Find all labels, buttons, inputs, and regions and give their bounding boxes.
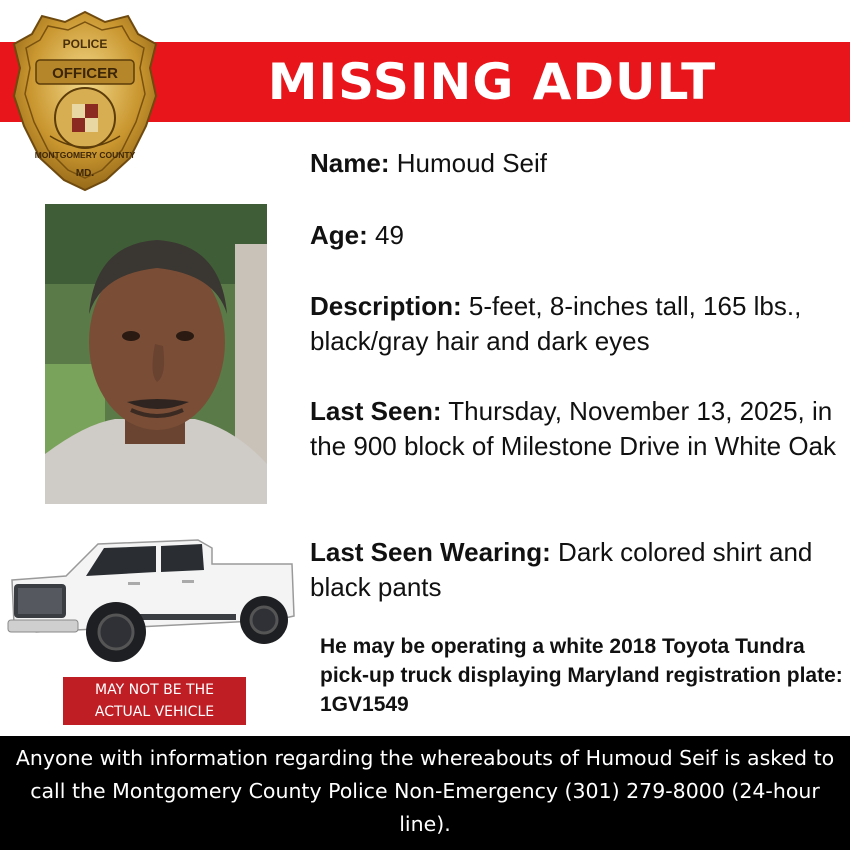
wearing-label: Last Seen Wearing: [310, 537, 551, 567]
name-field [310, 146, 845, 181]
age-field [310, 218, 845, 253]
wearing-value: Dark colored shirt and black pants [310, 537, 813, 602]
name-value: Humoud Seif [396, 148, 548, 178]
wearing-field [310, 535, 845, 605]
age-value: 49 [375, 220, 404, 250]
age-label: Age: [310, 220, 368, 250]
last-seen-label: Last Seen: [310, 396, 442, 426]
pickup-truck-image [6, 520, 296, 670]
description-label: Description: [310, 291, 462, 321]
last-seen-value: Thursday, November 13, 2025, in the 900 block of Milestone Drive in White Oak [310, 396, 837, 461]
badge-top-text: POLICE [62, 37, 108, 51]
badge-ribbon-text: OFFICER [52, 65, 118, 82]
description-field [310, 289, 845, 359]
badge-bottom-text: MONTGOMERY COUNTY [34, 150, 136, 160]
name-label: Name: [310, 148, 390, 178]
page-title: MISSING ADULT [267, 53, 717, 111]
person-photo [45, 204, 267, 504]
police-badge-icon [10, 8, 160, 194]
vehicle-note: He may be operating a white 2018 Toyota Tundra pick-up truck displaying Maryland registration plate: 1GV1549 [320, 635, 843, 716]
disclaimer-line-1: MAY NOT BE THE [95, 682, 214, 698]
vehicle-disclaimer [63, 677, 246, 725]
badge-state-text: MD. [75, 168, 95, 179]
disclaimer-line-2: ACTUAL VEHICLE [94, 704, 215, 720]
contact-footer: Anyone with information regarding the whereabouts of Humoud Seif is asked to call the Montgomery County Police Non-Emergency (301) 279-8000 (24-hour line). [0, 736, 850, 850]
description-value: 5-feet, 8-inches tall, 165 lbs., black/gray hair and dark eyes [310, 291, 802, 356]
last-seen-field [310, 394, 845, 464]
